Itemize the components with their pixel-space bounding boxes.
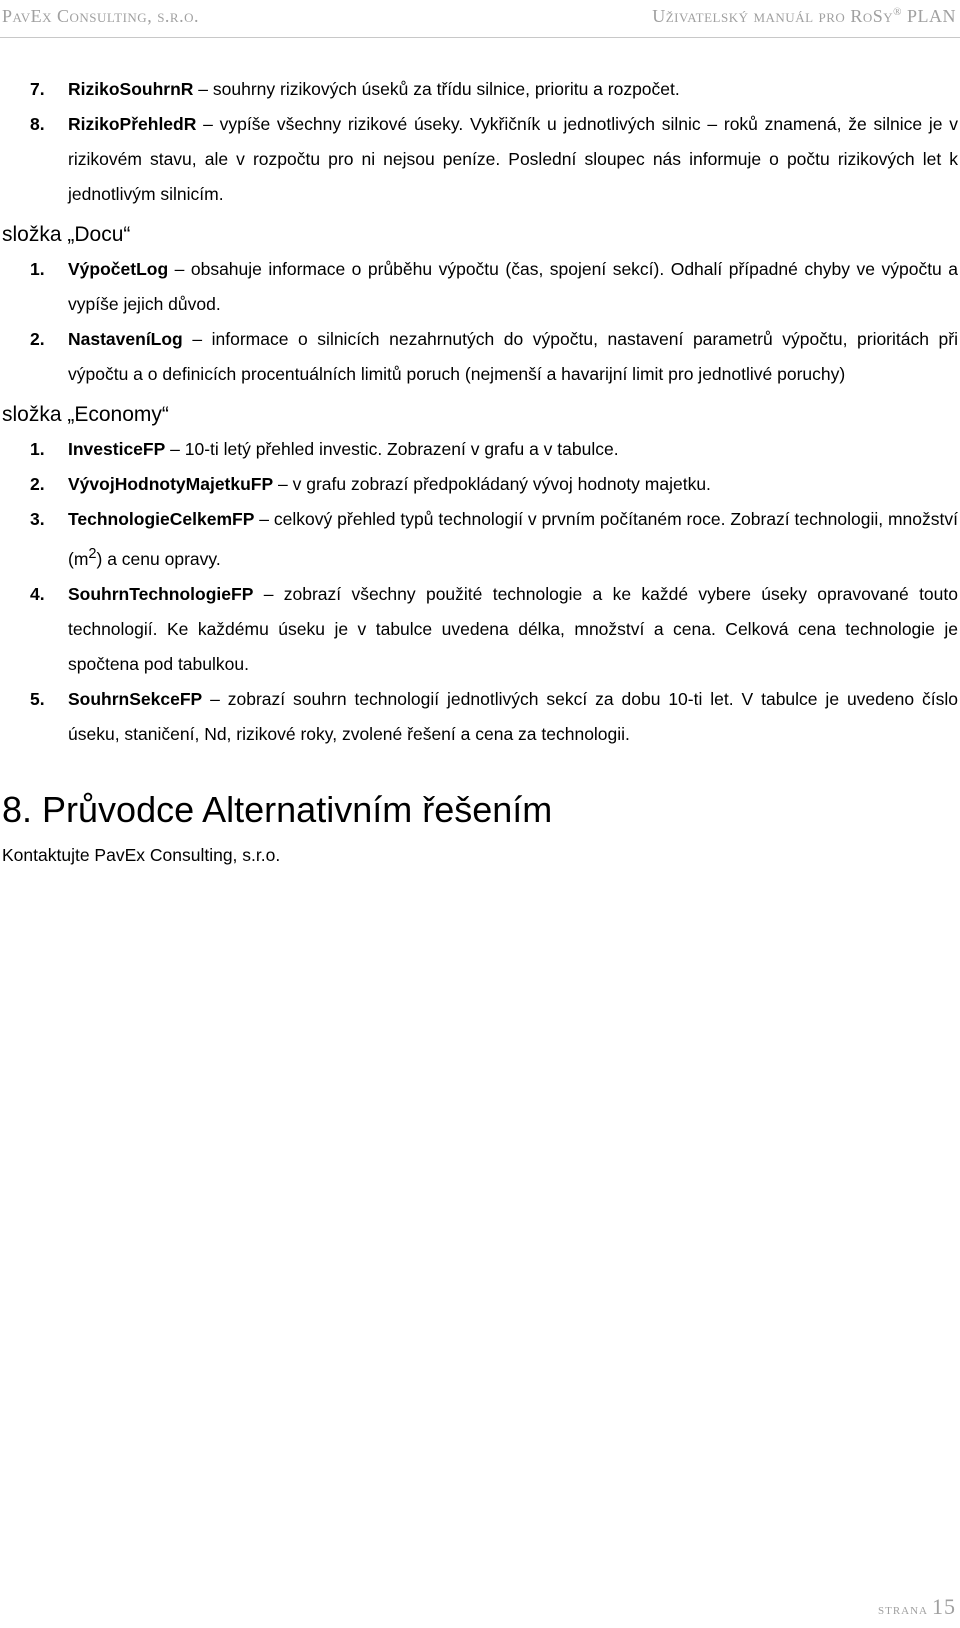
list-docu — [0, 252, 958, 392]
page-content — [0, 72, 958, 868]
folder-docu-title: složka „Docu“ — [2, 223, 131, 246]
list-item — [0, 682, 958, 752]
header-manual-title-tail: PLAN — [901, 6, 956, 26]
item-text: – zobrazí všechny použité technologie a ke každé vybere úseky opravované touto technologií. Ke každému úseku je v tabulce uvedena délka, množství a cena. Celková cena technologie je spočtena pod tabulkou. — [68, 583, 958, 674]
item-term: TechnologieCelkemFP — [68, 509, 255, 529]
item-term: InvesticeFP — [68, 439, 166, 459]
item-term: SouhrnSekceFP — [68, 688, 203, 709]
item-number: 1. — [30, 259, 45, 279]
list-item — [0, 252, 958, 322]
header-divider — [0, 37, 960, 38]
item-number: 1. — [30, 439, 45, 459]
list-item — [0, 432, 958, 467]
list-item — [0, 322, 958, 392]
header-registered-mark: ® — [893, 6, 902, 18]
item-number: 7. — [30, 79, 45, 99]
list-item — [0, 467, 958, 502]
list-item — [0, 502, 958, 577]
section-text: Kontaktujte PavEx Consulting, s.r.o. — [2, 844, 281, 865]
item-text: – 10-ti letý přehled investic. Zobrazení v grafu a v tabulce. — [165, 439, 619, 459]
list-item — [0, 72, 958, 107]
item-text-tail: ) a cenu opravy. — [96, 548, 221, 569]
item-text: – zobrazí souhrn technologií jednotlivých sekcí za dobu 10-ti let. V tabulce je uvedeno číslo úseku, staničení, Nd, rizikové roky, zvolené řešení a cena za technologii. — [68, 688, 958, 744]
page-footer — [878, 1594, 956, 1620]
list-top — [0, 72, 958, 212]
item-term: VýpočetLog — [68, 259, 169, 279]
header-company: PavEx Consulting, s.r.o. — [2, 6, 199, 26]
footer-label: strana — [877, 1601, 928, 1618]
list-economy — [0, 432, 958, 752]
page-header — [0, 0, 960, 40]
section-title: 8. Průvodce Alternativním řešením — [2, 788, 553, 830]
item-term: VývojHodnotyMajetkuFP — [68, 474, 274, 494]
item-number: 5. — [30, 688, 45, 709]
item-term: RizikoSouhrnR — [68, 79, 194, 99]
item-term: SouhrnTechnologieFP — [68, 583, 254, 604]
item-term: RizikoPřehledR — [68, 114, 197, 134]
item-number: 4. — [30, 583, 45, 604]
item-number: 2. — [30, 474, 45, 494]
folder-economy-title: složka „Economy“ — [2, 403, 169, 426]
list-item — [0, 107, 958, 212]
item-text: – v grafu zobrazí předpokládaný vývoj hodnoty majetku. — [273, 474, 711, 494]
header-manual-title — [652, 6, 956, 27]
item-text: – informace o silnicích nezahrnutých do výpočtu, nastavení parametrů výpočtu, prioritách při výpočtu a o definicích procentuálních limitů poruch (nejmenší a havarijní limit pro jednotlivé poruchy) — [68, 329, 958, 384]
item-superscript: 2 — [88, 546, 97, 562]
item-text: – souhrny rizikových úseků za třídu silnice, prioritu a rozpočet. — [193, 79, 680, 99]
list-item — [0, 577, 958, 682]
item-number: 3. — [30, 509, 45, 529]
item-text: – obsahuje informace o průběhu výpočtu (čas, spojení sekcí). Odhalí případné chyby ve výpočtu a vypíše jejich důvod. — [68, 259, 958, 314]
item-term: NastaveníLog — [68, 329, 183, 349]
header-manual-title-main: Uživatelský manuál pro RoSy — [652, 6, 894, 26]
item-text: – celkový přehled typů technologií v prvním počítaném roce. Zobrazí technologii, množství (m — [68, 509, 958, 569]
item-text: – vypíše všechny rizikové úseky. Vykřičník u jednotlivých silnic – roků znamená, že silnice je v rizikovém stavu, ale v rozpočtu pro ni nejsou peníze. Poslední sloupec nás informuje o počtu rizikových let k jednotlivým silnicím. — [68, 114, 958, 204]
page-number: 15 — [932, 1594, 956, 1619]
item-number: 8. — [30, 114, 45, 134]
item-number: 2. — [30, 329, 45, 349]
